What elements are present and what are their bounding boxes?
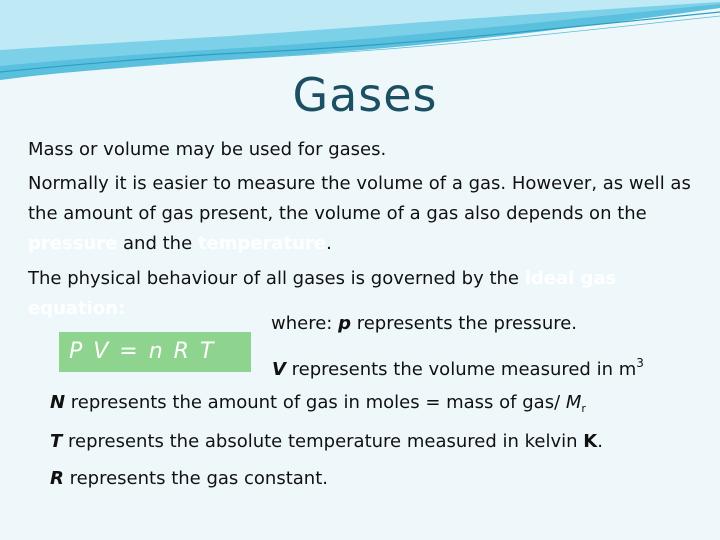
ideal-gas-highlight: ideal gas equation: xyxy=(28,268,617,319)
moles-definition xyxy=(50,389,586,423)
volume-definition xyxy=(272,349,644,384)
pressure-symbol: p xyxy=(338,313,351,334)
intro-line: Mass or volume may be used for gases. xyxy=(28,139,387,160)
temperature-highlight: temperature xyxy=(197,233,327,254)
ideal-gas-equation-box: P V = n R T xyxy=(59,332,251,372)
temperature-definition xyxy=(50,428,603,456)
volume-paragraph xyxy=(28,169,713,259)
moles-symbol: N xyxy=(50,392,66,413)
molar-mass-subscript: r xyxy=(581,402,586,415)
temperature-symbol: T xyxy=(50,431,63,452)
temperature-definition-text: represents the absolute temperature measured in kelvin xyxy=(62,431,584,452)
moles-definition-text: represents the amount of gas in moles = mass of gas/ xyxy=(65,392,566,413)
volume-paragraph-text: Normally it is easier to measure the volume of a gas. However, as well as the amount of gas present, the volume of a gas also depends on the xyxy=(28,173,691,224)
pressure-definition xyxy=(271,310,577,338)
pressure-definition-text: represents the pressure. xyxy=(350,313,578,334)
and-the-text: and the xyxy=(117,233,198,254)
kelvin-unit: K xyxy=(583,431,598,452)
period-text: . xyxy=(326,233,332,254)
where-label: where: xyxy=(271,313,339,334)
gas-constant-definition-text: represents the gas constant. xyxy=(63,468,328,489)
volume-exponent: 3 xyxy=(636,356,644,370)
molar-mass-symbol: M xyxy=(565,392,582,413)
volume-symbol: V xyxy=(272,359,286,380)
page-title: Gases xyxy=(292,68,438,122)
gas-constant-definition xyxy=(50,465,328,493)
temperature-period: . xyxy=(597,431,603,452)
pressure-highlight: pressure xyxy=(28,233,118,254)
gas-constant-symbol: R xyxy=(50,468,64,489)
volume-definition-text: represents the volume measured in m xyxy=(285,359,637,380)
ideal-gas-intro: The physical behaviour of all gases is governed by the xyxy=(28,268,525,289)
